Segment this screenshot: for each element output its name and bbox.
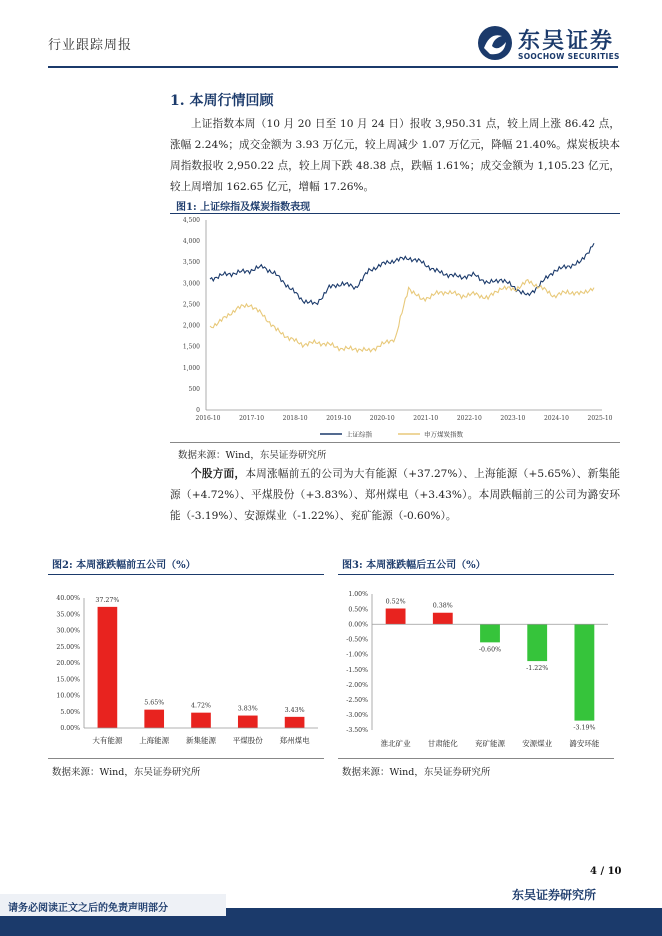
- y-tick-label: 40.00%: [56, 595, 80, 603]
- figure1-title: 图1: 上证综指及煤炭指数表现: [176, 202, 311, 213]
- y-tick-label: 2,000: [182, 322, 200, 330]
- bar: [144, 710, 164, 728]
- logo-text: 东吴证券: [518, 29, 615, 54]
- y-tick-label: 1,000: [182, 364, 200, 372]
- figure3-bottom-rule: [338, 758, 614, 759]
- y-tick-label: 3,500: [182, 259, 200, 267]
- footer-institute: 东吴证券研究所: [512, 888, 597, 902]
- y-tick-label: -3.00%: [346, 712, 368, 720]
- bar: [433, 613, 453, 624]
- x-tick-label: 2024-10: [543, 415, 569, 422]
- data-label: -0.60%: [478, 646, 502, 654]
- y-tick-label: -2.50%: [346, 696, 368, 704]
- x-tick-label: 2021-10: [413, 415, 439, 422]
- bar: [238, 716, 258, 728]
- y-tick-label: -1.50%: [346, 666, 368, 674]
- figure2-bottom-rule: [48, 758, 324, 759]
- stocks-paragraph-body: 本周涨幅前五的公司为大有能源（+37.27%）、上海能源（+5.65%）、新集能源（+4.72%）、平煤股份（+3.83%）、郑州煤电（+3.43%）。本周跌幅前三的公司为潞安环能（-3.19%）、安源煤业（-1.22%）、兖矿能源（-0.60%）。: [170, 468, 621, 522]
- y-tick-label: 30.00%: [56, 627, 80, 635]
- x-tick-label: 2020-10: [369, 415, 395, 422]
- x-tick-label: 2022-10: [456, 415, 482, 422]
- top-gainers-bar-chart: [48, 576, 324, 756]
- category-label: 兖矿能源: [475, 739, 505, 748]
- figure2-title: 图2: 本周涨跌幅前五公司（%）: [52, 560, 196, 571]
- bar: [386, 609, 406, 625]
- section-title: 1. 本周行情回顾: [170, 93, 274, 109]
- y-tick-label: 15.00%: [56, 676, 80, 684]
- header-divider: [48, 66, 618, 68]
- footer-disclaimer: 请务必阅读正文之后的免责声明部分: [8, 903, 168, 914]
- y-tick-label: 0.00%: [348, 621, 368, 629]
- y-tick-label: -2.00%: [346, 681, 368, 689]
- data-label: -1.22%: [526, 665, 549, 673]
- x-tick-label: 2025-10: [587, 415, 613, 422]
- figure1-source: 数据来源：Wind，东吴证券研究所: [178, 450, 327, 461]
- bar: [480, 624, 500, 642]
- category-label: 郑州煤电: [279, 736, 310, 745]
- legend-label: 上证综指: [346, 430, 372, 439]
- x-tick-label: 2023-10: [500, 415, 526, 422]
- y-tick-label: 2,500: [182, 301, 200, 309]
- y-tick-label: -3.50%: [346, 727, 368, 735]
- data-label: 0.52%: [385, 598, 406, 606]
- bar: [98, 607, 118, 728]
- category-label: 新集能源: [186, 736, 216, 745]
- bottom-performers-bar-chart: [338, 576, 614, 756]
- y-tick-label: 20.00%: [56, 660, 80, 668]
- bar: [285, 717, 305, 728]
- bar: [574, 624, 594, 720]
- data-label: 3.83%: [237, 705, 258, 713]
- y-tick-label: 0.00%: [60, 725, 80, 733]
- x-tick-label: 2018-10: [282, 415, 308, 422]
- y-tick-label: 25.00%: [56, 643, 80, 651]
- y-tick-label: -1.00%: [346, 651, 368, 659]
- y-tick-label: 1.00%: [348, 591, 368, 599]
- page-number: 4 / 10: [590, 866, 622, 877]
- data-label: 0.38%: [432, 602, 453, 610]
- category-label: 淮北矿业: [380, 739, 411, 748]
- category-label: 大有能源: [92, 736, 123, 745]
- y-tick-label: 10.00%: [56, 692, 80, 700]
- y-tick-label: 0: [196, 407, 200, 414]
- index-line-chart: [170, 214, 620, 440]
- data-label: 5.65%: [144, 699, 165, 707]
- bar: [191, 713, 211, 728]
- category-label: 甘肃能化: [427, 739, 458, 748]
- y-tick-label: 3,000: [182, 280, 200, 288]
- y-tick-label: 1,500: [182, 343, 200, 351]
- category-label: 平煤股份: [232, 736, 263, 745]
- legend-label: 申万煤炭指数: [424, 430, 463, 439]
- data-label: 37.27%: [95, 596, 120, 604]
- x-tick-label: 2017-10: [239, 415, 265, 422]
- series-line-0: [210, 243, 594, 304]
- figure1-bottom-rule: [170, 442, 620, 443]
- y-tick-label: 5.00%: [60, 708, 80, 716]
- y-tick-label: 0.50%: [348, 606, 368, 614]
- y-tick-label: 4,000: [182, 238, 200, 246]
- bar: [527, 624, 547, 661]
- y-tick-label: 35.00%: [56, 611, 80, 619]
- y-tick-label: 4,500: [182, 217, 200, 224]
- figure3-source: 数据来源：Wind，东吴证券研究所: [342, 767, 491, 778]
- figure3-title: 图3: 本周涨跌幅后五公司（%）: [342, 560, 486, 571]
- x-tick-label: 2016-10: [195, 415, 221, 422]
- stocks-paragraph: [170, 464, 620, 527]
- data-label: -3.19%: [573, 724, 596, 732]
- category-label: 安源煤业: [522, 739, 553, 748]
- market-summary-paragraph: 上证指数本周（10 月 20 日至 10 月 24 日）报收 3,950.31 点，较上周上涨 86.42 点，涨幅 2.24%；成交金额为 3.93 万亿元，较上周减少 1.07 万亿元，降幅 21.40%。煤炭板块本周指数报收 2,950.22 点，较上周下跌 48.38 点，跌幅 1.61%；成交金额为 1,105.23 亿元，较上周增加 162.65 亿元，增幅 17.26%。: [170, 118, 620, 193]
- stocks-paragraph-lead: 个股方面，: [191, 468, 246, 480]
- logo-icon: [476, 24, 514, 62]
- logo-subtext: SOOCHOW SECURITIES: [518, 52, 620, 61]
- y-tick-label: 500: [188, 385, 200, 393]
- figure2-source: 数据来源：Wind，东吴证券研究所: [52, 767, 201, 778]
- category-label: 上海能源: [139, 736, 170, 745]
- y-tick-label: -0.50%: [346, 636, 368, 644]
- series-line-1: [210, 280, 594, 352]
- x-tick-label: 2019-10: [326, 415, 352, 422]
- category-label: 潞安环能: [569, 739, 600, 748]
- report-type-label: 行业跟踪周报: [48, 38, 133, 53]
- data-label: 3.43%: [284, 706, 305, 714]
- data-label: 4.72%: [190, 702, 212, 710]
